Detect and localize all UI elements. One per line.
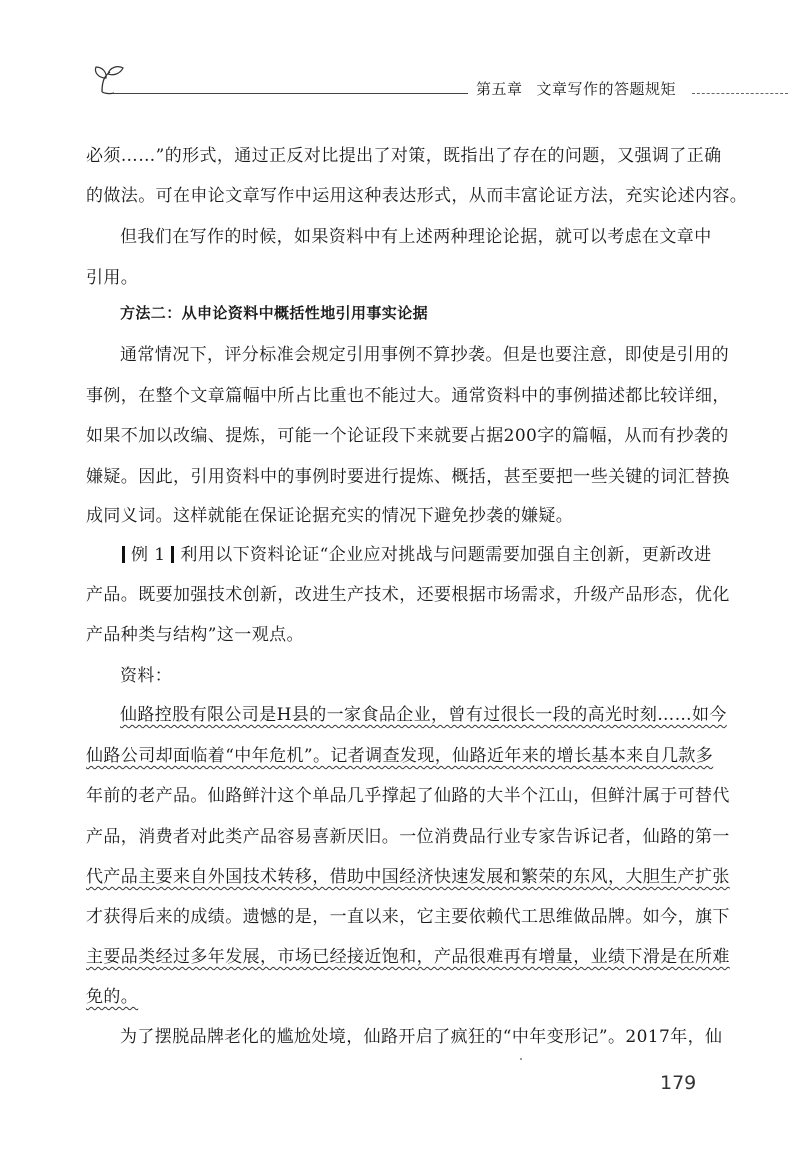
- highlight: 免的。: [86, 987, 139, 1007]
- sprout-icon: [92, 64, 126, 96]
- material-line: [120, 704, 727, 726]
- body-line: 产品种类与结构”这一观点。: [86, 625, 304, 645]
- highlight: 仙路控股有限公司是H县的一家食品企业，曾有过很长一段的高光时刻……如今: [120, 705, 727, 725]
- body-line: 为了摆脱品牌老化的尴尬处境，仙路开启了疯狂的“中年变形记”。2017年，仙: [120, 1027, 723, 1047]
- body-line: 的做法。可在申论文章写作中运用这种表达形式，从而丰富论证方法，充实论述内容。: [86, 186, 748, 206]
- chapter-name: 文章写作的答题规矩: [536, 80, 677, 98]
- material-text: 产品，消费者对此类产品容易喜新厌旧。一位消费品行业专家告诉记者，仙路的第一: [86, 827, 730, 847]
- example-prompt: 利用以下资料论证“企业应对挑战与问题需要加强自主创新，更新改进: [180, 545, 712, 565]
- highlight: 代产品主要来自外国技术转移，借助中国经济快速发展和繁荣的东风，大胆生产扩张: [86, 867, 730, 887]
- body-line: 成同义词。这样就能在保证论据充实的情况下避免抄袭的嫌疑。: [86, 506, 574, 526]
- material-line: [86, 906, 730, 928]
- scan-speck: [520, 1058, 522, 1060]
- page-number: 179: [660, 1072, 697, 1094]
- material-line: [86, 946, 730, 968]
- example-label: 例 1: [131, 545, 166, 565]
- material-line: [86, 785, 730, 807]
- body-line: 事例，在整个文章篇幅中所占比重也不能过大。通常资料中的事例描述都比较详细，: [86, 386, 730, 406]
- running-header: [0, 60, 800, 100]
- body-line: 产品。既要加强技术创新，改进生产技术，还要根据市场需求，升级产品形态，优化: [86, 585, 730, 605]
- material-text: 才获得后来的成绩。遗憾的是，一直以来，它主要依赖代工思维做品牌。如今，旗下: [86, 907, 730, 927]
- method-heading: 方法二：从申论资料中概括性地引用事实论据: [120, 304, 429, 322]
- material-line: [86, 826, 730, 848]
- header-rule-right: [692, 93, 788, 94]
- highlight: 主要品类经过多年发展，市场已经接近饱和，产品很难再有增量，业绩下滑是在所难: [86, 947, 730, 967]
- body-line: 如果不加以改编、提炼，可能一个论证段下来就要占据200字的篇幅，从而有抄袭的: [86, 426, 729, 446]
- body-line: 但我们在写作的时候，如果资料中有上述两种理论论据，就可以考虑在文章中: [120, 227, 712, 247]
- header-rule-left: [112, 93, 468, 94]
- material-line: [86, 986, 690, 1008]
- example-bar-left: [122, 546, 125, 563]
- highlight: 仙路公司却面临着“中年危机”。记者调查发现，仙路近年来的增长基本来自几款多: [86, 746, 714, 766]
- chapter-number: 第五章: [476, 80, 523, 98]
- body-line: 引用。: [86, 268, 139, 288]
- example-line: [116, 544, 712, 566]
- example-bar-right: [171, 546, 174, 563]
- material-line: [86, 745, 714, 767]
- chapter-title: [476, 78, 688, 99]
- body-line: 通常情况下，评分标准会规定引用事例不算抄袭。但是也要注意，即使是引用的: [120, 345, 729, 365]
- material-line: [86, 866, 730, 888]
- material-label: 资料：: [120, 666, 173, 686]
- body-line: 必须……”的形式，通过正反对比提出了对策，既指出了存在的问题，又强调了正确: [86, 146, 722, 166]
- body-line: 嫌疑。因此，引用资料中的事例时要进行提炼、概括，甚至要把一些关键的词汇替换: [86, 467, 730, 487]
- material-text: 年前的老产品。仙路鲜汁这个单品几乎撑起了仙路的大半个江山，但鲜汁属于可替代: [86, 786, 730, 806]
